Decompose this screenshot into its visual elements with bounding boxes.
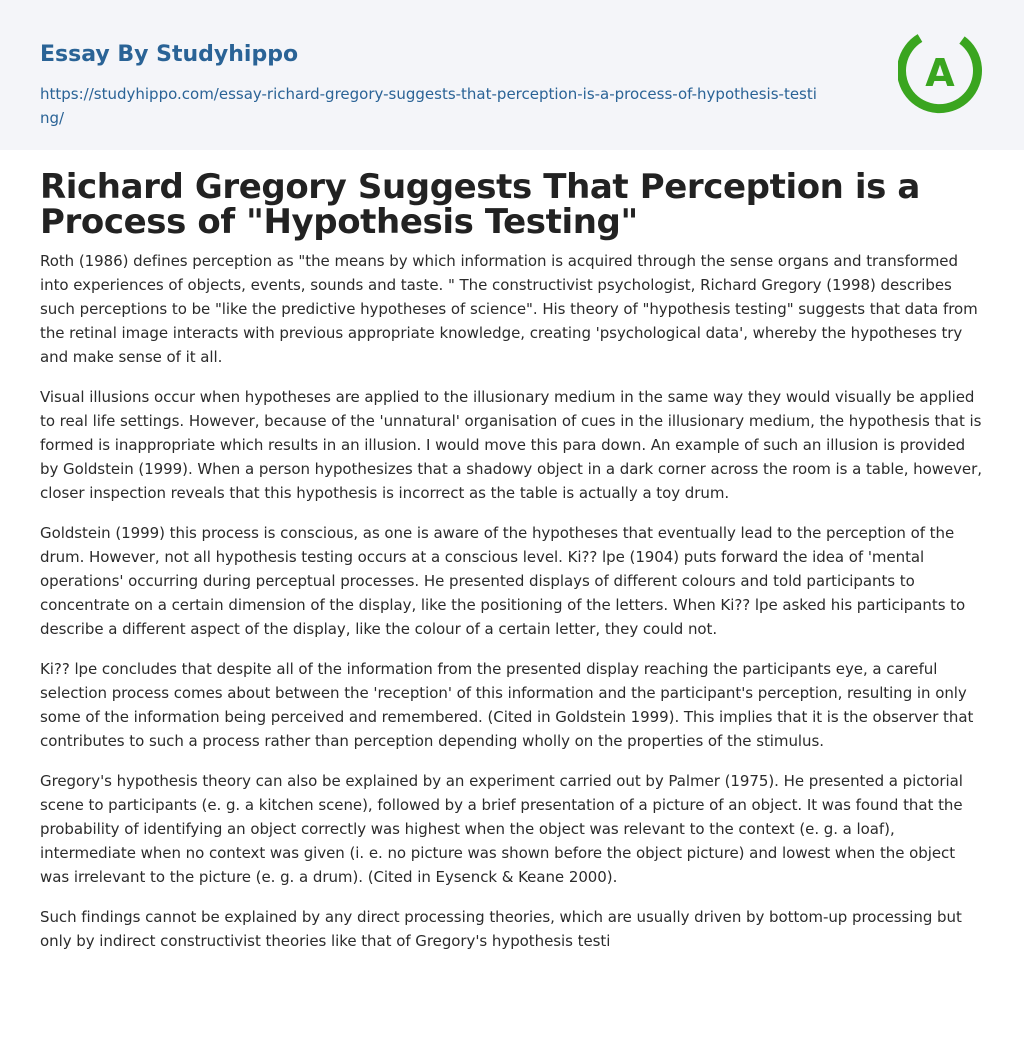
essay-paragraph: Visual illusions occur when hypotheses are applied to the illusionary medium in the same way they would visually be applied to real life settings. However, because of the 'unnatural' organisation of cues in the illusionary medium, the hypothesis that is formed is inappropriate which results in an illusion. I would move this para down. An example of such an illusion is provided by Goldstein (1999). When a person hypothesizes that a shadowy object in a dark corner across the room is a table, however, closer inspection reveals that this hypothesis is incorrect as the table is actually a toy drum. bbox=[40, 388, 982, 502]
essay-paragraph: Gregory's hypothesis theory can also be explained by an experiment carried out by Palmer (1975). He presented a pictorial scene to participants (e. g. a kitchen scene), followed by a brief presentation of a picture of an object. It was found that the probability of identifying an object correctly was highest when the object was relevant to the context (e. g. a loaf), intermediate when no context was given (i. e. no picture was shown before the object picture) and lowest when the object was irrelevant to the picture (e. g. a drum). (Cited in Eysenck & Keane 2000). bbox=[40, 772, 963, 886]
source-url-link[interactable]: https://studyhippo.com/essay-richard-gregory-suggests-that-perception-is-a-process-of-hypothesis-testing/ bbox=[40, 85, 817, 127]
essay-paragraph: Goldstein (1999) this process is conscious, as one is aware of the hypotheses that eventually lead to the perception of the drum. However, not all hypothesis testing occurs at a conscious level. Ki?? lpe (1904) puts forward the idea of 'mental operations' occurring during perceptual processes. He presented displays of different colours and told participants to concentrate on a certain dimension of the display, like the positioning of the letters. When Ki?? lpe asked his participants to describe a different aspect of the display, like the colour of a certain letter, they could not. bbox=[40, 524, 966, 638]
site-title[interactable]: Essay By Studyhippo bbox=[40, 42, 299, 67]
site-header bbox=[0, 0, 1024, 150]
essay-paragraph: Roth (1986) defines perception as "the means by which information is acquired through the sense organs and transformed into experiences of objects, events, sounds and taste. " The constructivist psychologist, Richard Gregory (1998) describes such perceptions to be "like the predictive hypotheses of science". His theory of "hypothesis testing" suggests that data from the retinal image interacts with previous appropriate knowledge, creating 'psychological data', whereby the hypotheses try and make sense of it all. bbox=[40, 252, 978, 366]
studyhippo-logo-icon[interactable] bbox=[898, 28, 988, 118]
essay-paragraph: Such findings cannot be explained by any direct processing theories, which are usually driven by bottom-up processing but only by indirect constructivist theories like that of Gregory's hypothesis testi bbox=[40, 908, 962, 950]
essay-content bbox=[40, 167, 988, 969]
essay-title: Richard Gregory Suggests That Perception is a Process of "Hypothesis Testing" bbox=[40, 167, 920, 242]
essay-paragraph: Ki?? lpe concludes that despite all of the information from the presented display reaching the participants eye, a careful selection process comes about between the 'reception' of this information and the participant's perception, resulting in only some of the information being perceived and remembered. (Cited in Goldstein 1999). This implies that it is the observer that contributes to such a process rather than perception depending wholly on the properties of the stimulus. bbox=[40, 660, 974, 750]
logo-letter: A bbox=[925, 51, 955, 95]
